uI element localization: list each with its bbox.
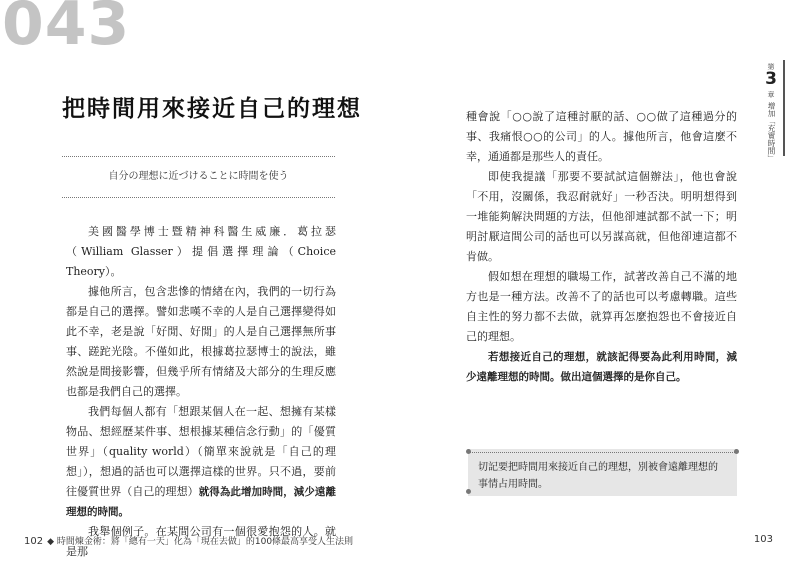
- chapter-prefix: 第: [767, 63, 775, 71]
- corner-dot: [466, 489, 471, 494]
- right-column: [466, 107, 737, 387]
- summary-note-box: [468, 449, 737, 496]
- paragraph: 美國醫學博士暨精神科醫生威廉．葛拉瑟（William Glasser）提倡選擇理論（Choice Theory）。: [66, 225, 336, 278]
- corner-dot: [466, 449, 471, 454]
- chapter-number: 3: [765, 69, 777, 89]
- running-book-title: ◆ 時間煉金術：將「總有一天」化為「現在去做」的100條最高享受人生法則: [47, 537, 354, 547]
- paragraph: 據他所言，包含悲慘的情緒在內，我們的一切行為都是自己的選擇。譬如悲嘆不幸的人是自己選擇變得如此不幸，老是說「好閒、好閒」的人是自己選擇無所事事、蹉跎光陰。不僅如此，根據葛拉瑟博士的說法，雖然說是間接影響，但幾乎所有情緒及大部分的生理反應也都是我們自己的選擇。: [66, 285, 336, 398]
- chapter-side-tab: [761, 60, 785, 162]
- left-column: [66, 222, 336, 562]
- chapter-suffix: 章: [767, 91, 775, 99]
- paragraph: 假如想在理想的職場工作，試著改善自己不滿的地方也是一種方法。改善不了的話也可以考慮轉職。這些自主性的努力都不去做，就算再怎麼抱怨也不會接近自己的理想。: [466, 270, 737, 343]
- paragraph: [66, 402, 336, 522]
- subtitle-box: [62, 156, 335, 198]
- entry-number: 043: [2, 0, 131, 59]
- note-divider: [468, 452, 737, 453]
- emphasis-text: 就得為此增加時間，減少遠離理想的時間。: [66, 486, 336, 518]
- corner-dot: [734, 449, 739, 454]
- footer-left: [24, 534, 353, 547]
- subtitle-japanese: 自分の理想に近づけることに時間を使う: [108, 171, 289, 182]
- summary-note-text: 切記要把時間用來接近自己的理想，別被會遠離理想的事情占用時間。: [478, 462, 718, 490]
- emphasis-paragraph: 若想接近自己的理想，就該記得要為此利用時間，減少遠離理想的時間。做出這個選擇的是你自己。: [466, 351, 737, 383]
- chapter-title: 增加「充實時間」: [767, 102, 776, 162]
- left-page-number: 102: [24, 536, 44, 547]
- page-title: 把時間用來接近自己的理想: [62, 95, 362, 122]
- right-page-number: 103: [753, 534, 773, 545]
- paragraph-text: 我們每個人都有「想跟某個人在一起、想擁有某樣物品、想經歷某件事、想根據某種信念行動」的「優質世界」（quality world）（簡單來說就是「自己的理想」），想過的話也可以選擇這樣的世界。只不過，要前往優質世界（自己的理想）: [66, 405, 336, 498]
- paragraph: 我舉個例子。在某間公司有一個很愛抱怨的人。就是那: [66, 525, 336, 558]
- paragraph: 種會說「○○說了這種討厭的話、○○做了這種過分的事、我痛恨○○的公司」的人。據他所言，他會這麼不幸，通通都是那些人的責任。: [466, 110, 737, 163]
- paragraph: 即使我提議「那要不要試試這個辦法」，他也會說「不用，沒關係，我忍耐就好」一秒否決。明明想得到一堆能夠解決問題的方法，但他卻連試都不試一下；明明討厭這間公司的話也可以另謀高就，但他卻連這都不肯做。: [466, 170, 737, 263]
